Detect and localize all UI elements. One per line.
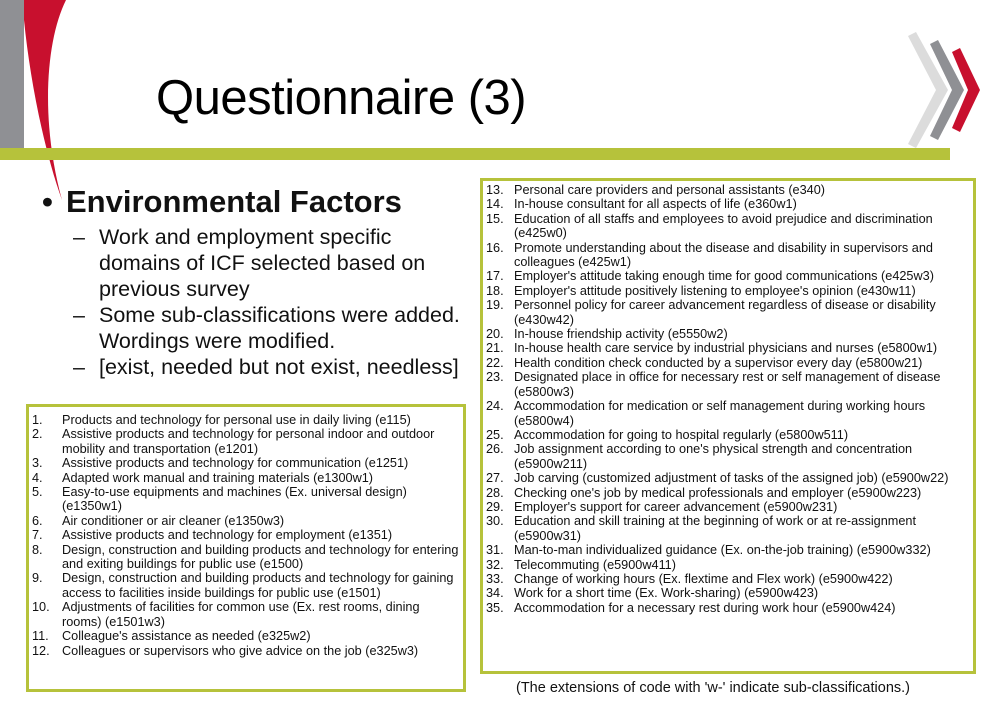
item-number: 35. xyxy=(486,600,504,615)
list-item xyxy=(32,456,462,470)
item-text: In-house consultant for all aspects of life (e360w1) xyxy=(514,197,797,212)
item-number: 3. xyxy=(32,456,43,471)
dash: – xyxy=(73,355,85,379)
sub-bullet-text: Some sub-classifications were added. Wordings were modified. xyxy=(99,303,460,353)
item-number: 12. xyxy=(32,643,50,658)
item-text: Designated place in office for necessary rest or self management of disease (e5800w3) xyxy=(514,370,941,399)
list-item xyxy=(486,601,972,615)
item-text: Employer's attitude taking enough time for good communications (e425w3) xyxy=(514,269,934,284)
item-number: 29. xyxy=(486,499,504,514)
list-item xyxy=(32,629,462,643)
list-item xyxy=(486,284,972,298)
list-item xyxy=(32,471,462,485)
item-number: 10. xyxy=(32,600,50,615)
list-item xyxy=(32,514,462,528)
item-number: 21. xyxy=(486,341,504,356)
item-text: Air conditioner or air cleaner (e1350w3) xyxy=(62,513,285,528)
heading-bullet: • xyxy=(42,184,53,219)
item-text: Promote understanding about the disease and disability in supervisors and colleagues (e425w1) xyxy=(514,240,933,270)
title-underline xyxy=(0,148,950,160)
list-item xyxy=(486,212,972,241)
item-text: Education and skill training at the beginning of work or at re-assignment (e5900w31) xyxy=(514,514,916,543)
list-item xyxy=(486,471,972,485)
list-item xyxy=(486,269,972,283)
item-number: 9. xyxy=(32,571,43,586)
item-text: Design, construction and building products and technology for gaining access to facilities inside buildings for public use (e1501) xyxy=(62,571,454,600)
logo-mark xyxy=(908,32,980,148)
item-number: 1. xyxy=(32,413,43,427)
item-text: Accommodation for going to hospital regularly (e5800w511) xyxy=(514,427,849,442)
list-item xyxy=(486,327,972,341)
list-item xyxy=(486,514,972,543)
item-number: 23. xyxy=(486,370,504,385)
list-item xyxy=(32,543,462,572)
item-text: Personal care providers and personal assistants (e340) xyxy=(514,183,826,197)
list-item xyxy=(486,586,972,600)
item-number: 17. xyxy=(486,269,504,284)
item-text: Telecommuting (e5900w411) xyxy=(514,557,676,572)
item-number: 22. xyxy=(486,355,504,370)
item-number: 24. xyxy=(486,399,504,414)
item-number: 30. xyxy=(486,514,504,529)
sub-bullet xyxy=(73,224,465,302)
list-item xyxy=(32,600,462,629)
item-number: 16. xyxy=(486,240,504,255)
item-number: 20. xyxy=(486,327,504,342)
item-number: 19. xyxy=(486,298,504,313)
item-number: 25. xyxy=(486,427,504,442)
sub-bullet xyxy=(73,302,465,354)
item-text: Easy-to-use equipments and machines (Ex. universal design) (e1350w1) xyxy=(62,485,407,514)
list-item xyxy=(32,644,462,658)
list-item xyxy=(32,413,462,427)
list-item xyxy=(486,197,972,211)
item-number: 28. xyxy=(486,485,504,500)
item-number: 33. xyxy=(486,571,504,586)
footnote: (The extensions of code with 'w-' indicate sub-classifications.) xyxy=(516,680,910,696)
item-text: Checking one's job by medical professionals and employer (e5900w223) xyxy=(514,485,922,500)
list-item xyxy=(486,241,972,270)
item-text: Personnel policy for career advancement regardless of disease or disability (e430w42) xyxy=(514,298,936,327)
item-text: In-house friendship activity (e5550w2) xyxy=(514,327,728,342)
item-text: Colleague's assistance as needed (e325w2) xyxy=(62,629,311,644)
list-item xyxy=(486,486,972,500)
item-text: Colleagues or supervisors who give advice on the job (e325w3) xyxy=(62,643,419,658)
sub-bullet-list xyxy=(73,224,465,380)
item-number: 26. xyxy=(486,442,504,457)
item-text: Adapted work manual and training materials (e1300w1) xyxy=(62,470,374,485)
list-item xyxy=(486,370,972,399)
item-text: In-house health care service by industrial physicians and nurses (e5800w1) xyxy=(514,341,938,356)
item-text: Products and technology for personal use in daily living (e115) xyxy=(62,413,411,427)
heading-text: Environmental Factors xyxy=(66,184,402,219)
item-text: Design, construction and building products and technology for entering and exiting buildings for public use (e1500) xyxy=(62,542,459,572)
list-item xyxy=(486,298,972,327)
section-heading xyxy=(42,184,402,220)
dash: – xyxy=(73,303,85,327)
list-item xyxy=(486,341,972,355)
item-number: 14. xyxy=(486,197,504,212)
item-text: Job carving (customized adjustment of tasks of the assigned job) (e5900w22) xyxy=(514,471,949,486)
right-item-list xyxy=(486,183,972,615)
gray-side-bar xyxy=(0,0,24,160)
item-text: Accommodation for a necessary rest during work hour (e5900w424) xyxy=(514,600,896,615)
item-text: Employer's attitude positively listening to employee's opinion (e430w11) xyxy=(514,283,916,298)
list-item xyxy=(32,571,462,600)
list-item xyxy=(486,558,972,572)
item-number: 4. xyxy=(32,470,43,485)
item-text: Assistive products and technology for employment (e1351) xyxy=(62,528,393,543)
sub-bullet-text: Work and employment specific domains of ICF selected based on previous survey xyxy=(99,225,426,301)
list-item xyxy=(486,572,972,586)
item-number: 6. xyxy=(32,513,43,528)
item-text: Accommodation for medication or self management during working hours (e5800w4) xyxy=(514,399,926,428)
list-item xyxy=(486,428,972,442)
item-text: Change of working hours (Ex. flextime and Flex work) (e5900w422) xyxy=(514,571,893,586)
item-text: Employer's support for career advancement (e5900w231) xyxy=(514,499,838,514)
item-number: 27. xyxy=(486,471,504,486)
item-text: Assistive products and technology for personal indoor and outdoor mobility and transportation (e1201) xyxy=(62,427,435,456)
item-text: Adjustments of facilities for common use (Ex. rest rooms, dining rooms) (e1501w3) xyxy=(62,600,420,629)
list-item xyxy=(486,399,972,428)
item-number: 32. xyxy=(486,557,504,572)
item-text: Job assignment according to one's physical strength and concentration (e5900w211) xyxy=(514,442,913,471)
list-item xyxy=(486,500,972,514)
list-item xyxy=(486,356,972,370)
sub-bullet-text: [exist, needed but not exist, needless] xyxy=(99,355,459,379)
item-number: 15. xyxy=(486,211,504,226)
item-text: Work for a short time (Ex. Work-sharing) (e5900w423) xyxy=(514,586,819,601)
item-number: 5. xyxy=(32,485,43,500)
item-number: 34. xyxy=(486,586,504,601)
item-number: 11. xyxy=(32,629,49,644)
item-number: 13. xyxy=(486,183,504,197)
item-number: 8. xyxy=(32,542,43,557)
list-item xyxy=(32,427,462,456)
item-text: Man-to-man individualized guidance (Ex. on-the-job training) (e5900w332) xyxy=(514,543,931,558)
item-text: Assistive products and technology for communication (e1251) xyxy=(62,456,409,471)
left-item-list xyxy=(32,413,462,658)
list-item xyxy=(486,183,972,197)
item-text: Education of all staffs and employees to avoid prejudice and discrimination (e425w0) xyxy=(514,211,933,241)
list-item xyxy=(32,528,462,542)
red-swoosh xyxy=(24,0,66,200)
list-item xyxy=(486,442,972,471)
item-number: 7. xyxy=(32,528,43,543)
sub-bullet xyxy=(73,354,465,380)
list-item xyxy=(486,543,972,557)
slide-title: Questionnaire (3) xyxy=(156,71,527,125)
item-number: 31. xyxy=(486,543,504,558)
item-text: Health condition check conducted by a supervisor every day (e5800w21) xyxy=(514,355,923,370)
item-number: 18. xyxy=(486,283,504,298)
item-number: 2. xyxy=(32,427,43,442)
dash: – xyxy=(73,225,85,249)
list-item xyxy=(32,485,462,514)
